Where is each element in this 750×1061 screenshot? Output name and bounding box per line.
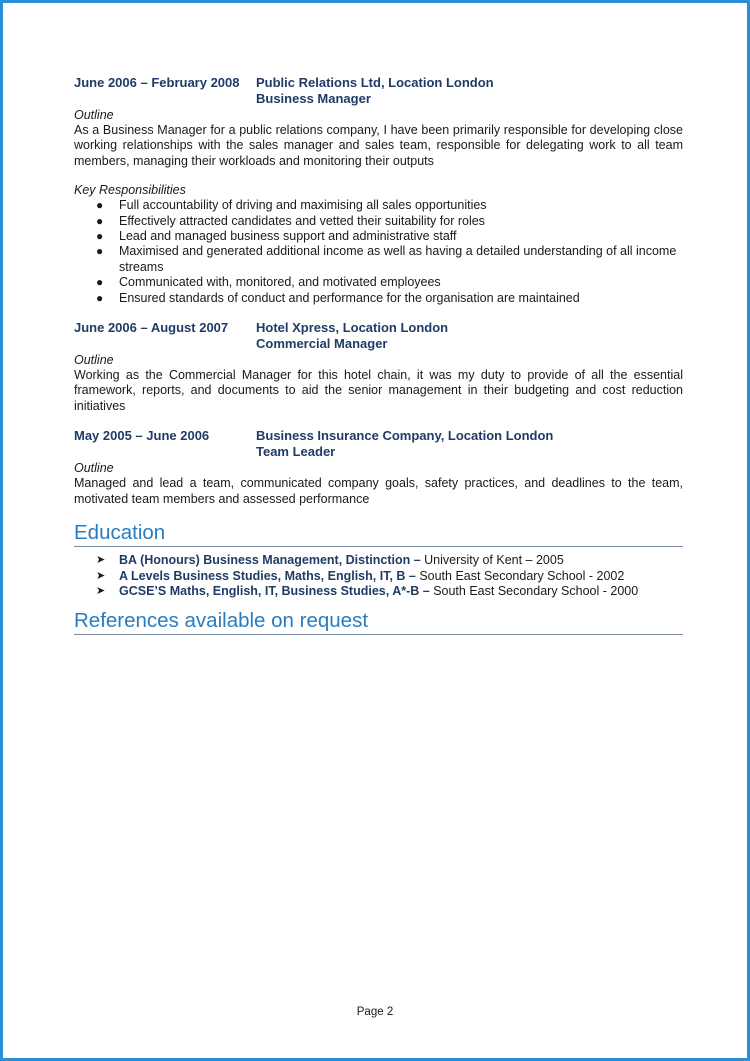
job-header (74, 428, 683, 460)
responsibility-text: Lead and managed business support and administrative staff (119, 229, 457, 244)
job-company: Hotel Xpress, Location London (256, 320, 449, 336)
qualification: BA (Honours) Business Management, Distinction – (119, 553, 421, 568)
arrowhead-icon: ➤ (96, 584, 106, 597)
outline-text: Working as the Commercial Manager for this hotel chain, it was my duty to provide of all the essential framework, reports, and documents to aid the senior management in their budgeting and cost reduction initiatives (74, 368, 683, 413)
education-list (74, 553, 683, 599)
arrowhead-icon: ➤ (96, 569, 106, 582)
job-entry-hotel-xpress (74, 320, 683, 414)
job-company-block (256, 428, 553, 460)
institution: University of Kent – 2005 (420, 553, 564, 568)
job-entry-business-insurance (74, 428, 683, 507)
qualification: GCSE’S Maths, English, IT, Business Studies, A*-B – (119, 583, 430, 598)
bullet-dot-icon: ● (96, 229, 104, 244)
job-role: Business Manager (256, 91, 371, 106)
outline-label: Outline (74, 461, 114, 476)
responsibility-text: Effectively attracted candidates and vetted their suitability for roles (119, 213, 485, 228)
bullet-dot-icon: ● (96, 198, 104, 213)
job-header (74, 75, 683, 107)
list-item (74, 229, 683, 244)
list-item (74, 214, 683, 229)
references-heading: References available on request (74, 609, 683, 635)
list-item (74, 553, 683, 568)
key-responsibilities-label: Key Responsibilities (74, 183, 186, 198)
job-dates: June 2006 – February 2008 (74, 75, 240, 90)
responsibility-text: Ensured standards of conduct and performance for the organisation are maintained (119, 290, 580, 305)
institution: South East Secondary School - 2002 (415, 568, 625, 583)
list-item (74, 291, 683, 306)
list-item (74, 569, 683, 584)
institution: South East Secondary School - 2000 (429, 583, 639, 598)
education-heading: Education (74, 521, 683, 547)
arrowhead-icon: ➤ (96, 554, 106, 567)
outline-text: Managed and lead a team, communicated company goals, safety practices, and deadlines to the team, motivated team members and assessed performance (74, 476, 683, 506)
outline-label: Outline (74, 108, 114, 122)
outline-label: Outline (74, 353, 114, 368)
responsibility-text: Maximised and generated additional income as well as having a detailed understanding of all income streams (119, 244, 677, 274)
outline-text: As a Business Manager for a public relations company, I have been primarily responsible for developing close working relationships with the sales manager and sales team, responsible for delegating work to all team members, managing their workloads and monitoring their outputs (74, 123, 683, 168)
bullet-dot-icon: ● (96, 275, 104, 290)
responsibilities-list (74, 198, 683, 306)
page-number: Page 2 (356, 1006, 394, 1018)
job-company-block (256, 320, 448, 352)
list-item (74, 198, 683, 213)
job-role: Commercial Manager (256, 336, 388, 352)
bullet-dot-icon: ● (96, 244, 104, 259)
job-header (74, 320, 683, 352)
job-entry-public-relations (74, 75, 683, 306)
list-item (74, 244, 683, 275)
bullet-dot-icon: ● (96, 213, 104, 228)
job-company: Business Insurance Company, Location London (256, 428, 554, 444)
list-item (74, 275, 683, 290)
job-company: Public Relations Ltd, Location London (256, 75, 494, 90)
responsibility-text: Communicated with, monitored, and motivated employees (119, 275, 441, 290)
job-dates: June 2006 – August 2007 (74, 320, 229, 336)
qualification: A Levels Business Studies, Maths, English, IT, B – (119, 568, 416, 583)
list-item (74, 584, 683, 599)
job-role: Team Leader (256, 444, 336, 460)
bullet-dot-icon: ● (96, 290, 104, 305)
job-dates: May 2005 – June 2006 (74, 428, 210, 444)
responsibility-text: Full accountability of driving and maximising all sales opportunities (119, 198, 487, 213)
job-company-block (256, 75, 494, 107)
resume-content (74, 75, 683, 641)
